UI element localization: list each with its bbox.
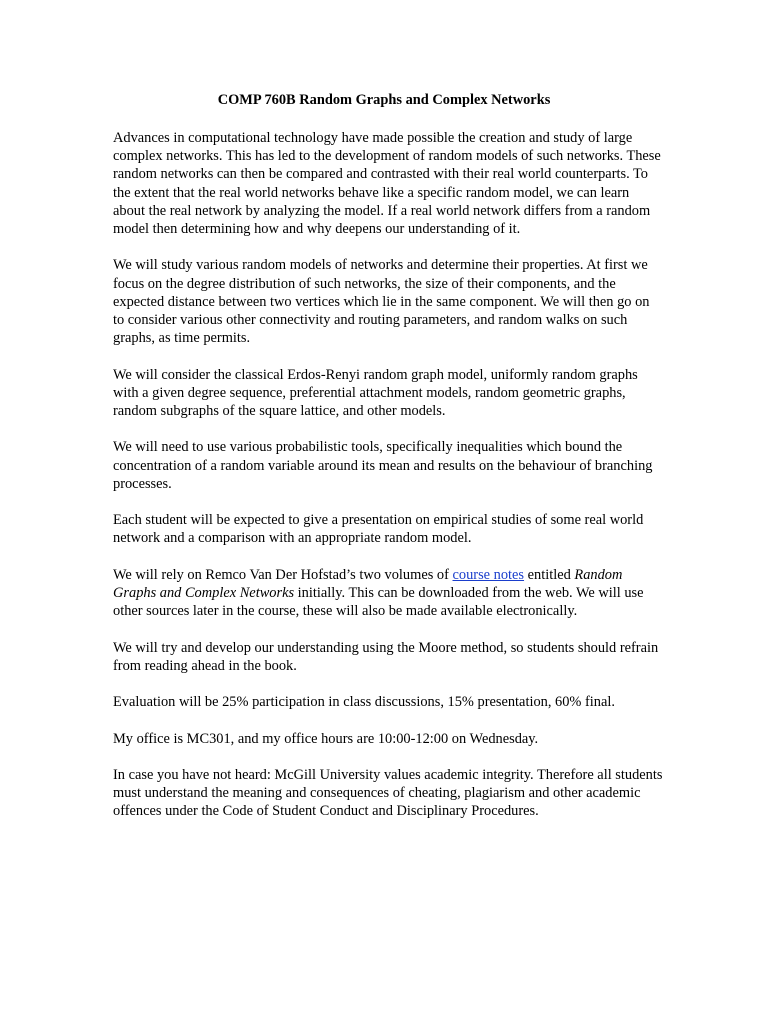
paragraph-intro: Advances in computational technology have made possible the creation and study of large complex networks. This has led to the development of random models of such networks. These random networks can then be compared and contrasted with their real world counterparts. To the extent that the real world networks behave like a specific random model, we can learn about the real network by analyzing the model. If a real world network differs from a random model then determining how and why deepens our understanding of it. bbox=[113, 130, 661, 238]
course-notes-text-middle: entitled bbox=[524, 566, 575, 583]
book-title: Random Graphs and Complex Networks bbox=[113, 566, 623, 601]
paragraph-probabilistic-tools: We will need to use various probabilistic tools, specifically inequalities which bound the concentration of a random variable around its mean and results on the behaviour of branching processes. bbox=[113, 439, 653, 492]
paragraph-random-models: We will study various random models of networks and determine their properties. At first we focus on the degree distribution of such networks, the size of their components, and the expected distance between two vertices which lie in the same component. We will then go on to consider various other connectivity and routing parameters, and random walks on such graphs, as time permits. bbox=[113, 257, 650, 347]
document-body bbox=[113, 129, 663, 839]
paragraph-graph-models: We will consider the classical Erdos-Renyi random graph model, uniformly random graphs with a given degree sequence, preferential attachment models, random geometric graphs, random subgraphs of the square lattice, and other models. bbox=[113, 366, 638, 420]
paragraph-course-notes bbox=[113, 566, 663, 621]
paragraph-presentation: Each student will be expected to give a presentation on empirical studies of some real world network and a comparison with an appropriate random model. bbox=[113, 512, 644, 547]
course-notes-text-before: We will rely on Remco Van Der Hofstad’s two volumes of bbox=[113, 566, 453, 583]
document-title: COMP 760B Random Graphs and Complex Networks bbox=[217, 92, 551, 108]
course-notes-text-after: initially. This can be downloaded from the web. We will use other sources later in the course, these will also be made available electronically. bbox=[113, 585, 644, 620]
paragraph-academic-integrity: In case you have not heard: McGill University values academic integrity. Therefore all students must understand the meaning and consequences of cheating, plagiarism and other academic offences under the Code of Student Conduct and Disciplinary Procedures. bbox=[113, 766, 663, 820]
course-notes-link[interactable]: course notes bbox=[452, 566, 525, 583]
paragraph-office-hours: My office is MC301, and my office hours are 10:00-12:00 on Wednesday. bbox=[113, 730, 539, 747]
paragraph-evaluation: Evaluation will be 25% participation in class discussions, 15% presentation, 60% final. bbox=[113, 694, 615, 711]
paragraph-moore-method: We will try and develop our understanding using the Moore method, so students should refrain from reading ahead in the book. bbox=[113, 639, 659, 674]
